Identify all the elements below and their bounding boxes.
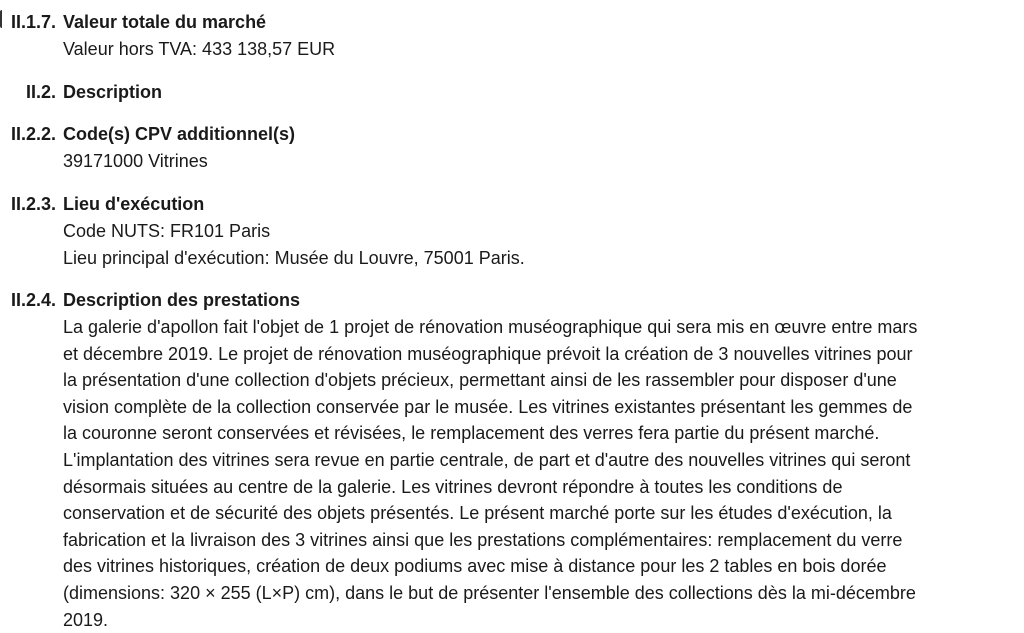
paragraph-line: (dimensions: 320 × 255 (L×P) cm), dans le but de présenter l'ensemble des collections dès la mi-décembre: [63, 582, 916, 603]
section-number: II.2.3.: [10, 194, 56, 214]
paragraph-line: vision complète de la collection conservée par le musée. Les vitrines existantes présentant les gemmes de: [63, 396, 913, 417]
section-body: [63, 191, 1021, 271]
paragraph-line: et décembre 2019. Le projet de rénovation muséographique prévoit la création de 3 nouvelles vitrines pour: [63, 343, 913, 364]
section-body: [63, 79, 1021, 106]
section-body: [63, 9, 1021, 63]
section-number: II.2.4.: [10, 290, 56, 310]
section-heading: Description: [63, 82, 163, 102]
text-cursor-icon: [0, 10, 5, 28]
section-line: Lieu principal d'exécution: Musée du Louvre, 75001 Paris.: [63, 247, 525, 268]
paragraph-line: la présentation d'une collection d'objets précieux, permettant ainsi de les rassembler pour disposer d'une: [63, 370, 897, 391]
section-heading: Description des prestations: [63, 290, 301, 310]
paragraph-line: désormais situées au centre de la galerie. Les vitrines devront répondre à toutes les conditions de: [63, 476, 843, 497]
section-body: [63, 287, 1021, 633]
section-heading: Lieu d'exécution: [63, 194, 205, 214]
paragraph-line: La galerie d'apollon fait l'objet de 1 projet de rénovation muséographique qui sera mis en œuvre entre mars: [63, 317, 918, 337]
section-line: 39171000 Vitrines: [63, 151, 208, 171]
section-heading: Valeur totale du marché: [63, 12, 267, 32]
paragraph-line: 2019.: [63, 609, 109, 630]
paragraph-line: la couronne seront conservées et révisées, le remplacement des verres fera partie du présent marché.: [63, 423, 880, 444]
section-body: [63, 121, 1021, 175]
paragraph-line: fabrication et la livraison des 3 vitrines ainsi que les prestations complémentaires: remplacement du verre: [63, 529, 903, 550]
section-line: Valeur hors TVA: 433 138,57 EUR: [63, 39, 336, 59]
section-heading: Code(s) CPV additionnel(s): [63, 124, 296, 144]
section-number: II.2.2.: [10, 124, 56, 144]
paragraph-line: L'implantation des vitrines sera revue en partie centrale, de part et d'autre des nouvelles vitrines qui seront: [63, 449, 911, 470]
section-number: II.2.: [25, 82, 56, 102]
section-number: II.1.7.: [10, 12, 56, 32]
section-line: Code NUTS: FR101 Paris: [63, 221, 271, 241]
description-paragraph: [63, 314, 1021, 633]
paragraph-line: conservation et de sécurité des objets présentés. Le présent marché porte sur les études d'exécution, la: [63, 503, 892, 524]
paragraph-line: des vitrines historiques, création de deux podiums avec mise à distance pour les 2 tables en bois dorée: [63, 556, 887, 577]
